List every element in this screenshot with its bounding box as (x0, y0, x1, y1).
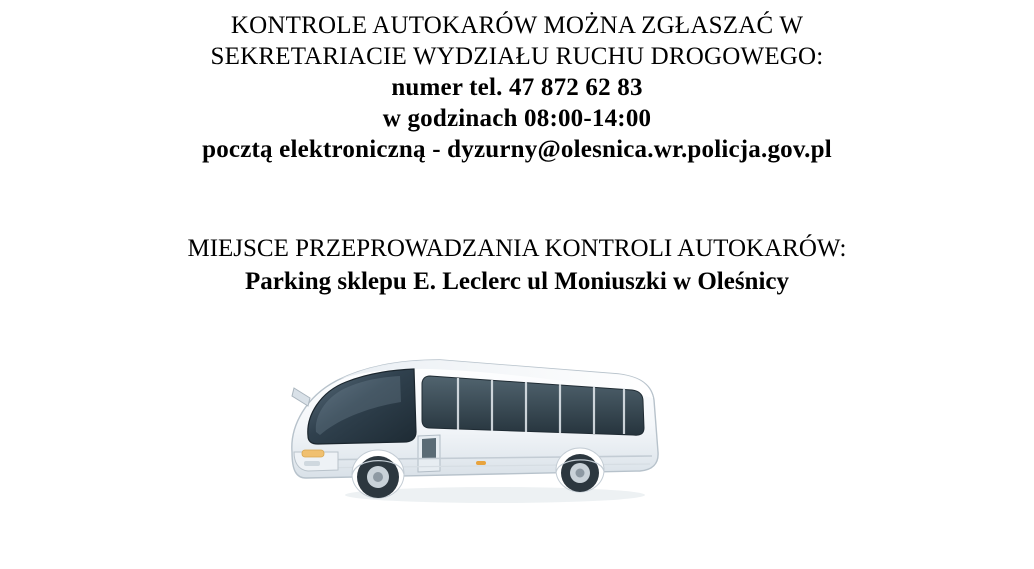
inspection-place-block (0, 232, 1034, 298)
coach-bus-illustration (280, 340, 700, 520)
header-line-1: KONTROLE AUTOKARÓW MOŻNA ZGŁASZAĆ W (230, 12, 804, 39)
header-email-line: pocztą elektroniczną - dyzurny@olesnica.wr.policja.gov.pl (202, 136, 832, 163)
inspection-place-label: MIEJSCE PRZEPROWADZANIA KONTROLI AUTOKARÓW: (187, 235, 847, 262)
header-phone-line: numer tel. 47 872 62 83 (391, 74, 643, 101)
inspection-place-value: Parking sklepu E. Leclerc ul Moniuszki w Oleśnicy (244, 268, 790, 295)
header-line-2: SEKRETARIACIE WYDZIAŁU RUCHU DROGOWEGO: (210, 43, 824, 70)
contact-header (0, 10, 1034, 165)
header-hours-line: w godzinach 08:00-14:00 (382, 105, 652, 132)
